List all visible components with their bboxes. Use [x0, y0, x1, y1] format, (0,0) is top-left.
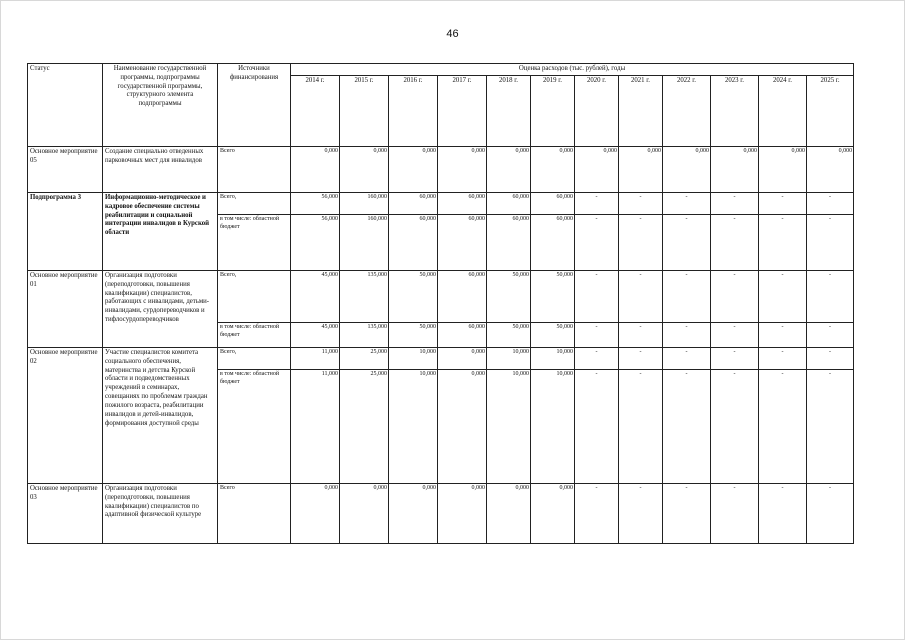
value-cell: - [807, 348, 854, 370]
value-cell: 50,000 [487, 271, 531, 323]
value-cell: - [759, 348, 807, 370]
value-cell: 60,000 [487, 193, 531, 215]
value-cell: 45,000 [291, 271, 340, 323]
value-cell: 10,000 [389, 370, 438, 484]
value-cell: 60,000 [438, 215, 487, 271]
value-cell: - [807, 215, 854, 271]
value-cell: 50,000 [531, 271, 575, 323]
value-cell: 0,000 [340, 147, 389, 193]
header-year-8: 2022 г. [663, 76, 711, 147]
table-row [28, 271, 854, 323]
value-cell: 0,000 [438, 147, 487, 193]
value-cell: - [575, 271, 619, 323]
page-number: 46 [446, 28, 459, 40]
header-name: Наименование государственной программы, подпрограммы государственной программы, структурного элемента подпрограммы [103, 64, 218, 147]
value-cell: - [759, 215, 807, 271]
value-cell: 10,000 [531, 348, 575, 370]
value-cell: - [663, 348, 711, 370]
row-name: Участие специалистов комитета социального обеспечения, материнства и детства Курской области и подведомственных учреждений в семинарах, совещаниях по проблемам граждан пожилого возраста, реабилитации инвалидов и детей-инвалидов, формирования доступной среды [103, 348, 218, 484]
header-year-10: 2024 г. [759, 76, 807, 147]
value-cell: 0,000 [291, 484, 340, 544]
value-cell: - [759, 271, 807, 323]
value-cell: - [711, 370, 759, 484]
value-cell: - [807, 370, 854, 484]
value-cell: - [619, 323, 663, 348]
value-cell: - [711, 271, 759, 323]
header-year-3: 2017 г. [438, 76, 487, 147]
value-cell: - [711, 193, 759, 215]
header-year-11: 2025 г. [807, 76, 854, 147]
value-cell: - [619, 271, 663, 323]
value-cell: 50,000 [389, 323, 438, 348]
value-cell: 0,000 [531, 484, 575, 544]
value-cell: 0,000 [438, 348, 487, 370]
row-name: Организация подготовки (переподготовки, повышения квалификации) специалистов, работающих с инвалидами, детьми-инвалидами, сурдопереводчиков и тифлосурдопереводчиков [103, 271, 218, 348]
value-cell: - [807, 484, 854, 544]
value-cell: 60,000 [531, 193, 575, 215]
value-cell: - [575, 323, 619, 348]
value-cell: 50,000 [531, 323, 575, 348]
row-name: Информационно-методическое и кадровое обеспечение системы реабилитации и социальной интеграции инвалидов в Курской области [103, 193, 218, 271]
value-cell: 0,000 [389, 484, 438, 544]
value-cell: 0,000 [438, 370, 487, 484]
value-cell: 0,000 [487, 484, 531, 544]
row-source: Всего [218, 147, 291, 193]
header-year-5: 2019 г. [531, 76, 575, 147]
value-cell: 11,000 [291, 370, 340, 484]
value-cell: 0,000 [438, 484, 487, 544]
value-cell: 0,000 [807, 147, 854, 193]
value-cell: 10,000 [531, 370, 575, 484]
value-cell: - [759, 193, 807, 215]
header-year-4: 2018 г. [487, 76, 531, 147]
value-cell: - [807, 323, 854, 348]
value-cell: 0,000 [759, 147, 807, 193]
value-cell: - [619, 215, 663, 271]
value-cell: - [619, 348, 663, 370]
value-cell: - [759, 484, 807, 544]
value-cell: - [711, 323, 759, 348]
table-row [28, 484, 854, 544]
value-cell: - [663, 193, 711, 215]
value-cell: 160,000 [340, 193, 389, 215]
value-cell: 10,000 [389, 348, 438, 370]
header-sources: Источники финансирования [218, 64, 291, 147]
value-cell: 0,000 [619, 147, 663, 193]
row-source: Всего, [218, 271, 291, 323]
header-year-1: 2015 г. [340, 76, 389, 147]
row-source: в том числе: областной бюджет [218, 215, 291, 271]
value-cell: 50,000 [487, 323, 531, 348]
row-source: Всего, [218, 193, 291, 215]
value-cell: - [575, 348, 619, 370]
row-source: Всего [218, 484, 291, 544]
value-cell: 0,000 [531, 147, 575, 193]
value-cell: 60,000 [389, 193, 438, 215]
value-cell: - [711, 215, 759, 271]
value-cell: - [663, 271, 711, 323]
value-cell: 60,000 [389, 215, 438, 271]
value-cell: 50,000 [389, 271, 438, 323]
value-cell: - [807, 271, 854, 323]
value-cell: 0,000 [389, 147, 438, 193]
row-status: Основное мероприятие 03 [28, 484, 103, 544]
table-row [28, 193, 854, 215]
header-year-6: 2020 г. [575, 76, 619, 147]
value-cell: - [619, 193, 663, 215]
value-cell: 135,000 [340, 271, 389, 323]
value-cell: 45,000 [291, 323, 340, 348]
value-cell: - [619, 484, 663, 544]
row-status: Основное мероприятие 05 [28, 147, 103, 193]
value-cell: 0,000 [487, 147, 531, 193]
header-year-9: 2023 г. [711, 76, 759, 147]
value-cell: 0,000 [711, 147, 759, 193]
value-cell: 10,000 [487, 348, 531, 370]
value-cell: 25,000 [340, 370, 389, 484]
row-name: Организация подготовки (переподготовки, повышения квалификации) специалистов по адаптивной физической культуре [103, 484, 218, 544]
value-cell: - [575, 215, 619, 271]
value-cell: - [807, 193, 854, 215]
value-cell: 11,000 [291, 348, 340, 370]
value-cell: - [575, 370, 619, 484]
value-cell: - [663, 215, 711, 271]
value-cell: 160,000 [340, 215, 389, 271]
row-source: в том числе: областной бюджет [218, 370, 291, 484]
row-status: Подпрограмма 3 [28, 193, 103, 271]
value-cell: 25,000 [340, 348, 389, 370]
value-cell: 60,000 [438, 323, 487, 348]
value-cell: - [663, 370, 711, 484]
value-cell: 56,000 [291, 193, 340, 215]
header-estimate: Оценка расходов (тыс. рублей), годы [291, 64, 854, 76]
value-cell: - [663, 323, 711, 348]
value-cell: 60,000 [531, 215, 575, 271]
value-cell: - [663, 484, 711, 544]
value-cell: 60,000 [438, 193, 487, 215]
value-cell: 0,000 [340, 484, 389, 544]
value-cell: - [711, 484, 759, 544]
header-year-2: 2016 г. [389, 76, 438, 147]
row-status: Основное мероприятие 01 [28, 271, 103, 348]
value-cell: - [711, 348, 759, 370]
row-status: Основное мероприятие 02 [28, 348, 103, 484]
value-cell: 0,000 [575, 147, 619, 193]
header-status: Статус [28, 64, 103, 147]
header-year-0: 2014 г. [291, 76, 340, 147]
value-cell: 135,000 [340, 323, 389, 348]
value-cell: - [759, 370, 807, 484]
table-row [28, 348, 854, 370]
value-cell: - [759, 323, 807, 348]
value-cell: 56,000 [291, 215, 340, 271]
row-source: в том числе: областной бюджет [218, 323, 291, 348]
value-cell: 0,000 [291, 147, 340, 193]
value-cell: 60,000 [487, 215, 531, 271]
expenses-table [27, 63, 854, 544]
value-cell: - [619, 370, 663, 484]
table-row [28, 147, 854, 193]
value-cell: 10,000 [487, 370, 531, 484]
value-cell: 0,000 [663, 147, 711, 193]
row-name: Создание специально отведенных парковочных мест для инвалидов [103, 147, 218, 193]
value-cell: - [575, 484, 619, 544]
value-cell: - [575, 193, 619, 215]
value-cell: 60,000 [438, 271, 487, 323]
row-source: Всего, [218, 348, 291, 370]
header-year-7: 2021 г. [619, 76, 663, 147]
